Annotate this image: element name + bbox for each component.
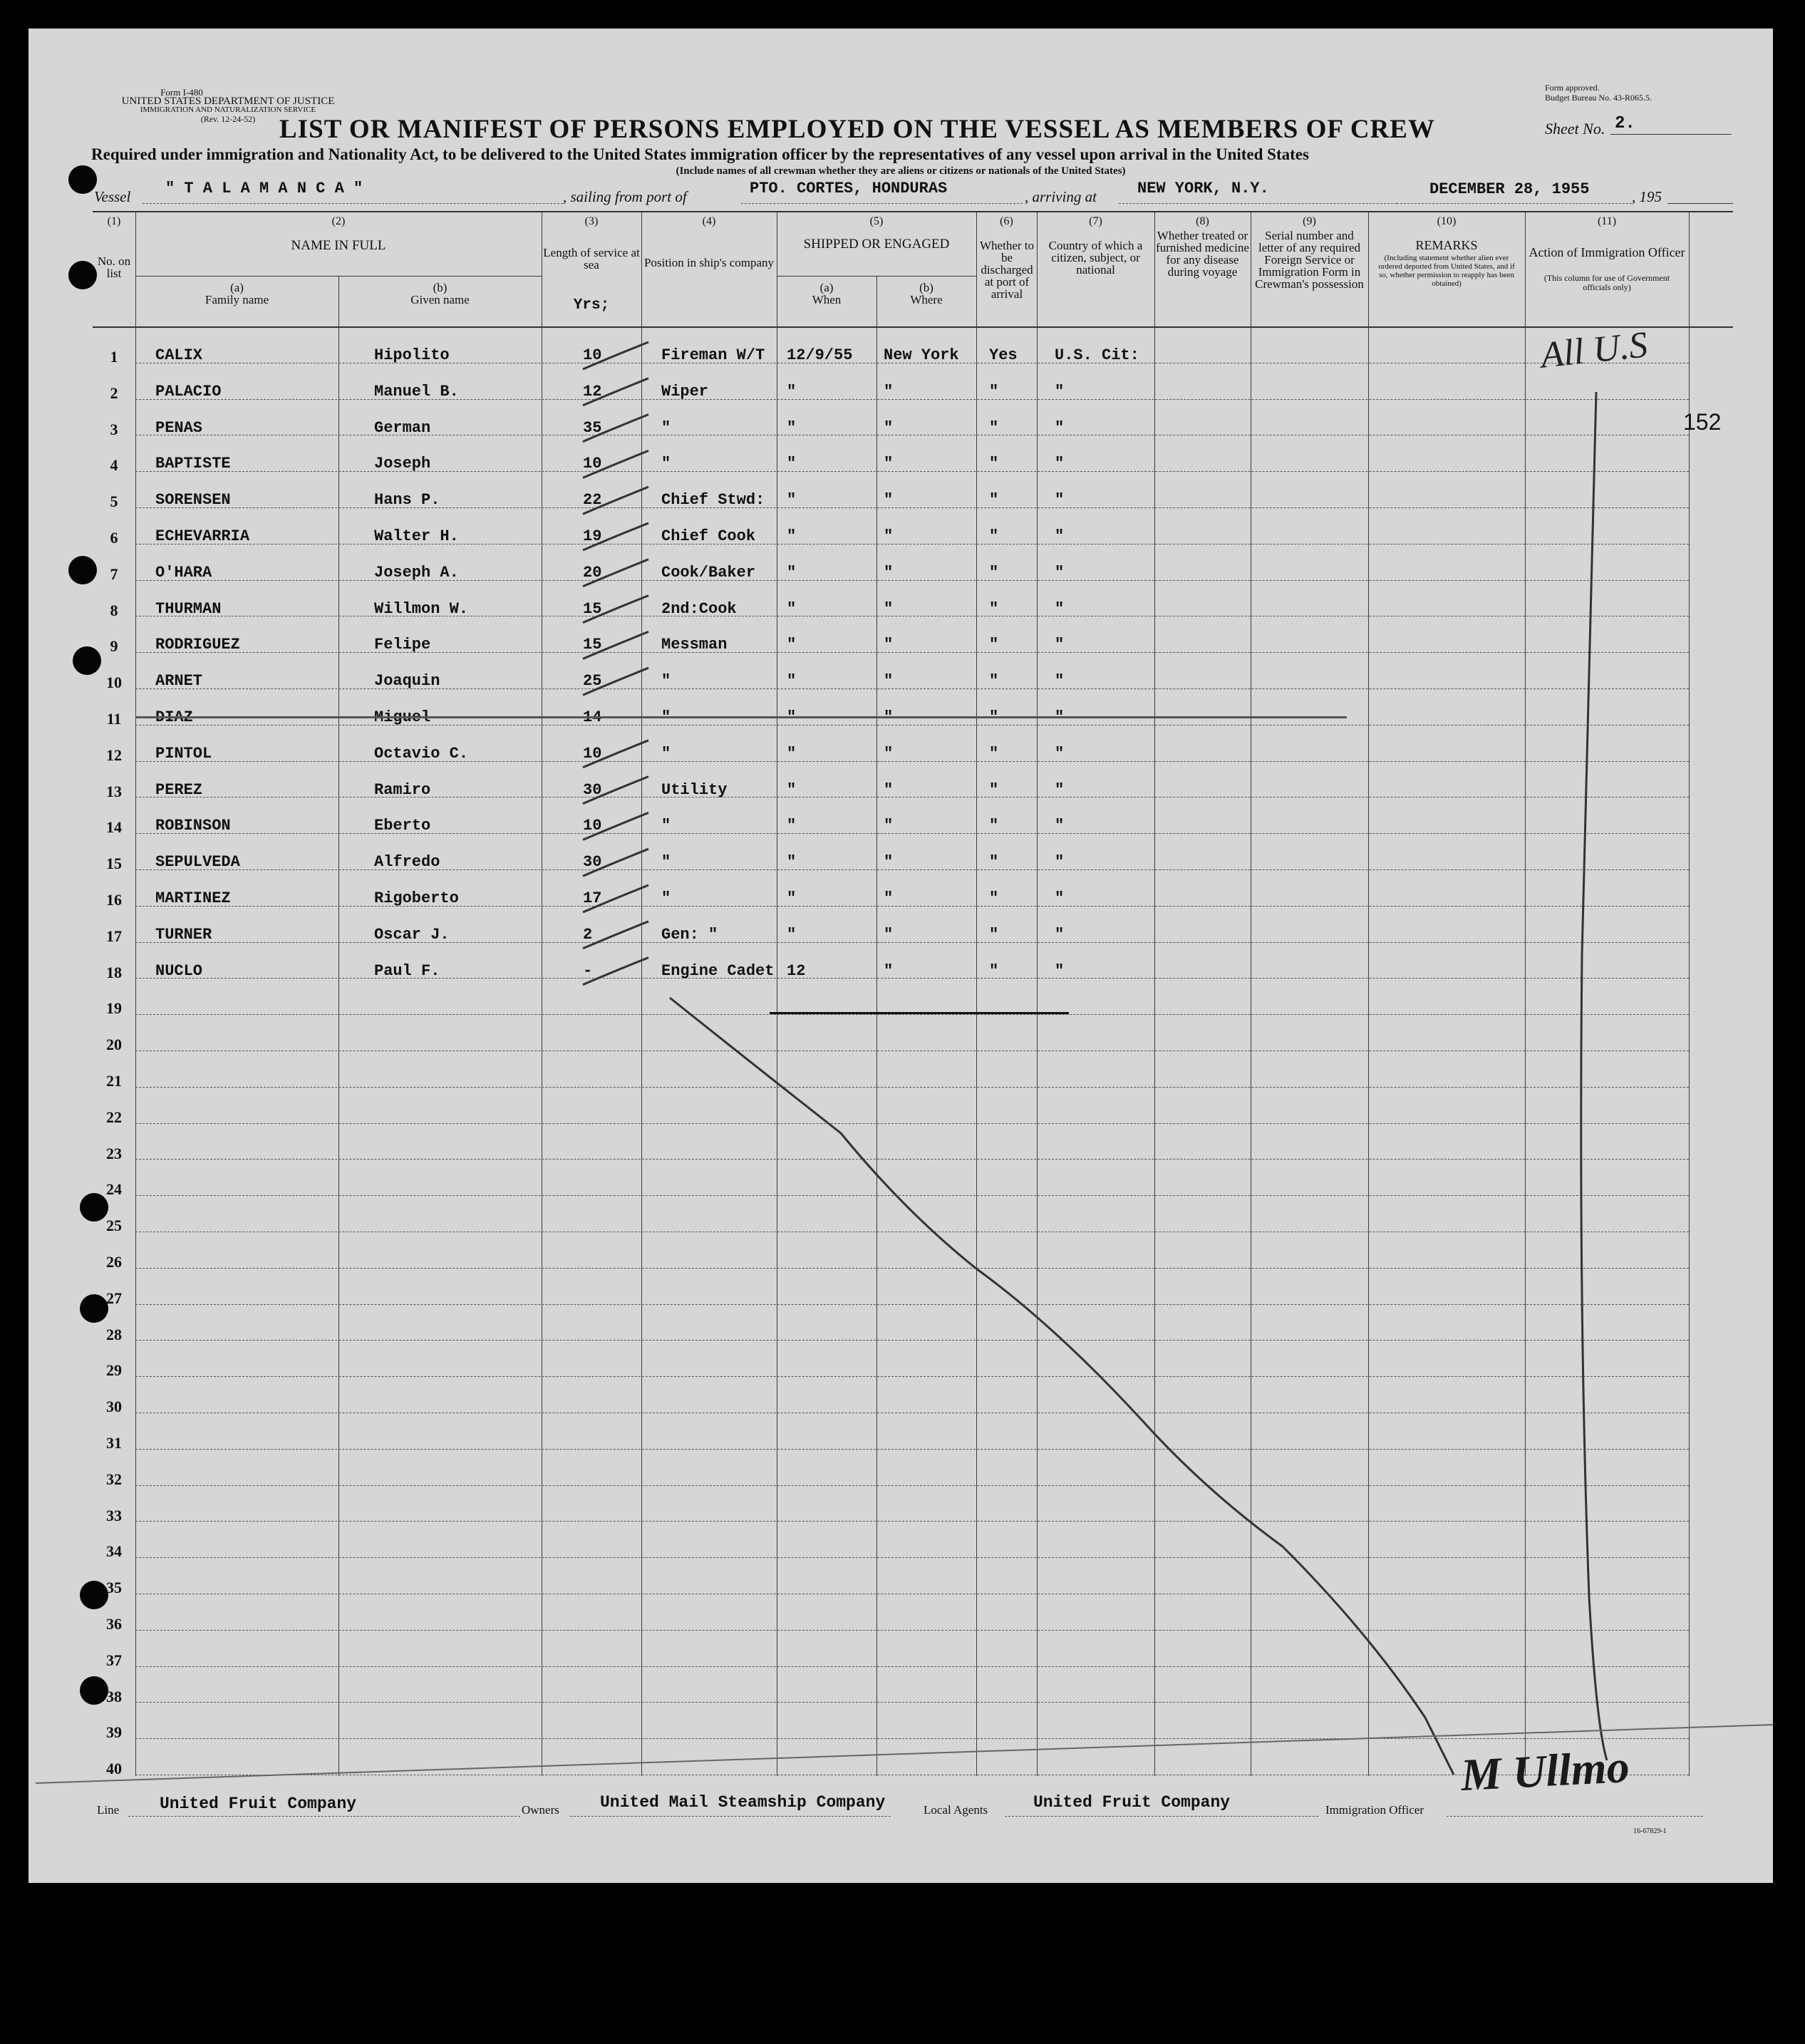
family-name: DIAZ [155, 708, 193, 726]
discharge: " [989, 564, 999, 582]
row-number: 20 [106, 1036, 122, 1053]
row-number: 36 [106, 1615, 122, 1633]
shipped-when: 12/9/55 [787, 346, 853, 364]
years-at-sea: 30 [583, 781, 602, 799]
discharge: " [989, 527, 999, 545]
col-num: (b) [433, 281, 448, 294]
row-number: 21 [106, 1072, 122, 1090]
given-name: Ramiro [374, 781, 431, 799]
family-name: ECHEVARRIA [155, 527, 250, 545]
row-number: 19 [106, 999, 122, 1017]
check-mark [583, 631, 648, 659]
country: " [1055, 962, 1065, 980]
shipped-where: " [884, 708, 894, 726]
family-name: SORENSEN [155, 491, 231, 509]
position: " [661, 419, 671, 437]
shipped-when: " [787, 527, 797, 545]
row-number: 29 [106, 1361, 122, 1379]
shipped-when: " [787, 889, 797, 907]
arrival-date: DECEMBER 28, 1955 [1429, 180, 1590, 198]
agents-value: United Fruit Company [1033, 1793, 1231, 1812]
discharge: " [989, 455, 999, 473]
discharge: Yes [989, 346, 1018, 364]
check-mark [583, 668, 648, 695]
col-header-where: Where [910, 293, 943, 306]
department-name: UNITED STATES DEPARTMENT OF JUSTICE [121, 96, 335, 107]
shipped-where: " [884, 889, 894, 907]
row-number: 14 [106, 818, 122, 836]
shipped-where: " [884, 672, 894, 690]
discharge: " [989, 745, 999, 763]
service-name: IMMIGRATION AND NATURALIZATION SERVICE [140, 105, 316, 114]
shipped-where: " [884, 564, 894, 582]
years-at-sea: 20 [583, 564, 602, 582]
owners-label: Owners [522, 1803, 559, 1817]
row-number: 25 [106, 1217, 122, 1234]
given-name: Joseph A. [374, 564, 459, 582]
handwritten-action: All U.S [1538, 324, 1650, 376]
row-number: 28 [106, 1326, 122, 1343]
given-name: Hans P. [374, 491, 440, 509]
col-header-name: NAME IN FULL [291, 238, 386, 253]
officer-signature: M Ullmo [1459, 1740, 1631, 1801]
col-header-given: Given name [410, 293, 470, 306]
position: Fireman W/T [661, 346, 765, 364]
shipped-where: " [884, 636, 894, 654]
diagonal-pencil-line [670, 998, 1454, 1775]
check-mark [583, 450, 648, 478]
discharge: " [989, 636, 999, 654]
check-mark [583, 342, 648, 369]
shipped-where: " [884, 745, 894, 763]
check-mark [583, 487, 648, 514]
row-number: 30 [106, 1398, 122, 1415]
shipped-when: " [787, 853, 797, 871]
discharge: " [989, 853, 999, 871]
check-mark [583, 559, 648, 587]
shipped-when: " [787, 926, 797, 944]
country: " [1055, 383, 1065, 401]
family-name: MARTINEZ [155, 889, 231, 907]
country: " [1055, 781, 1065, 799]
col-header-remarks-note: (Including statement whether alien ever ordered deported from United States, and if so, whether permission to reapply has been obtained) [1378, 254, 1515, 288]
row-number: 3 [110, 420, 118, 438]
row-number: 37 [106, 1651, 122, 1669]
row-number: 4 [110, 456, 118, 474]
col-num: (7) [1089, 215, 1102, 227]
given-name: Willmon W. [374, 600, 469, 618]
owners-value: United Mail Steamship Company [600, 1793, 886, 1812]
discharge: " [989, 491, 999, 509]
given-name: Hipolito [374, 346, 450, 364]
row-number: 34 [106, 1542, 122, 1560]
country: " [1055, 419, 1065, 437]
family-name: BAPTISTE [155, 455, 231, 473]
given-name: Eberto [374, 817, 431, 835]
years-at-sea: 19 [583, 527, 602, 545]
country: " [1055, 564, 1065, 582]
given-name: Paul F. [374, 962, 440, 980]
row-number: 9 [110, 637, 118, 655]
row-number: 5 [110, 492, 118, 510]
years-at-sea: 25 [583, 672, 602, 690]
years-at-sea: 17 [583, 889, 602, 907]
row-number: 23 [106, 1145, 122, 1162]
col-num: (8) [1196, 215, 1209, 227]
col-num: (10) [1437, 215, 1457, 227]
col-header-medicine: Whether treated or furnished medicine for any disease during voyage [1156, 229, 1249, 279]
crew-count: 152 [1683, 409, 1722, 435]
row-number: 18 [106, 964, 122, 981]
row-number: 26 [106, 1253, 122, 1271]
arriving-label: , arriving at [1025, 188, 1097, 205]
vessel-label: Vessel [94, 188, 131, 205]
col-header-remarks: REMARKS [1415, 238, 1478, 252]
position: Utility [661, 781, 728, 799]
shipped-when: " [787, 708, 797, 726]
family-name: CALIX [155, 346, 203, 364]
budget-bureau-text: Budget Bureau No. 43-R065.5. [1545, 93, 1652, 103]
position: " [661, 853, 671, 871]
position: Gen: " [661, 926, 718, 944]
officer-label: Immigration Officer [1325, 1803, 1424, 1817]
col-num: (a) [819, 281, 834, 294]
discharge: " [989, 926, 999, 944]
family-name: O'HARA [155, 564, 212, 582]
years-at-sea: 10 [583, 745, 602, 763]
family-name: ROBINSON [155, 817, 231, 835]
position: Chief Cook [661, 527, 756, 545]
country: " [1055, 491, 1065, 509]
row-number: 27 [106, 1289, 122, 1307]
family-name: RODRIGUEZ [155, 636, 240, 654]
country: " [1055, 636, 1065, 654]
country: " [1055, 708, 1065, 726]
row-number: 13 [106, 783, 122, 800]
position: 2nd:Cook [661, 600, 737, 618]
family-name: NUCLO [155, 962, 203, 980]
years-at-sea: 10 [583, 455, 602, 473]
check-mark [583, 885, 648, 912]
col-header-when: When [812, 293, 842, 306]
row-number: 15 [106, 855, 122, 872]
position: " [661, 672, 671, 690]
row-number: 33 [106, 1507, 122, 1524]
col-header-position: Position in ship's company [643, 256, 775, 269]
row-number: 17 [106, 927, 122, 945]
discharge: " [989, 672, 999, 690]
country: " [1055, 527, 1065, 545]
col-header-no: No. on list [97, 254, 131, 280]
row-number: 32 [106, 1470, 122, 1488]
family-name: SEPULVEDA [155, 853, 240, 871]
row-number: 1 [110, 348, 118, 366]
given-name: German [374, 419, 431, 437]
country: " [1055, 672, 1065, 690]
col-header-action: Action of Immigration Officer [1529, 245, 1685, 259]
position: Chief Stwd: [661, 491, 765, 509]
discharge: " [989, 889, 999, 907]
discharge: " [989, 419, 999, 437]
discharge: " [989, 817, 999, 835]
print-code: 16-67829-1 [1633, 1827, 1667, 1835]
position: Wiper [661, 383, 709, 401]
row-number: 39 [106, 1723, 122, 1741]
shipped-when: " [787, 491, 797, 509]
form-revision: (Rev. 12-24-52) [200, 114, 256, 124]
given-name: Rigoberto [374, 889, 459, 907]
shipped-where: " [884, 853, 894, 871]
shipped-when: 12 [787, 962, 806, 980]
col-num: (3) [584, 215, 599, 227]
shipped-where: " [884, 817, 894, 835]
col-header-service: Length of service at sea [543, 246, 640, 272]
country: " [1055, 600, 1065, 618]
given-name: Oscar J. [374, 926, 450, 944]
line-value: United Fruit Company [160, 1795, 357, 1813]
arrival-port: NEW YORK, N.Y. [1137, 180, 1269, 197]
form-title: LIST OR MANIFEST OF PERSONS EMPLOYED ON THE VESSEL AS MEMBERS OF CREW [279, 115, 1435, 144]
row-number: 7 [110, 565, 118, 583]
row-number: 24 [106, 1180, 122, 1198]
country: U.S. Cit: [1055, 346, 1139, 364]
given-name: Octavio C. [374, 745, 469, 763]
discharge: " [989, 962, 999, 980]
shipped-where: " [884, 781, 894, 799]
years-at-sea: 14 [583, 708, 602, 726]
col-num: (2) [331, 215, 346, 227]
shipped-where: " [884, 926, 894, 944]
col-num: (9) [1303, 215, 1316, 227]
discharge: " [989, 708, 999, 726]
years-at-sea: - [583, 962, 593, 980]
given-name: Joseph [374, 455, 431, 473]
form-subtitle: Required under immigration and Nationality Act, to be delivered to the United States immigration officer by the representatives of any vessel upon arrival in the United States [91, 145, 1309, 163]
col-num: (11) [1597, 215, 1617, 227]
country: " [1055, 745, 1065, 763]
col-header-service-unit: Yrs; [573, 297, 610, 314]
given-name: Manuel B. [374, 383, 459, 401]
check-mark [583, 415, 648, 442]
col-header-serial: Serial number and letter of any required Foreign Service or Immigration Form in Crewman's possession [1255, 229, 1364, 291]
col-num: (b) [919, 281, 933, 294]
years-at-sea: 15 [583, 636, 602, 654]
discharge: " [989, 383, 999, 401]
discharge: " [989, 600, 999, 618]
family-name: PINTOL [155, 745, 212, 763]
family-name: THURMAN [155, 600, 222, 618]
position: " [661, 455, 671, 473]
col-num: (5) [869, 215, 884, 227]
sailing-label: , sailing from port of [563, 188, 687, 205]
country: " [1055, 817, 1065, 835]
position: Cook/Baker [661, 564, 756, 582]
col-header-shipped: SHIPPED OR ENGAGED [803, 237, 950, 252]
years-at-sea: 12 [583, 383, 602, 401]
shipped-where: " [884, 455, 894, 473]
shipped-when: " [787, 600, 797, 618]
family-name: TURNER [155, 926, 212, 944]
check-mark [583, 523, 648, 550]
years-at-sea: 10 [583, 346, 602, 364]
row-number: 38 [106, 1688, 122, 1705]
col-num: (1) [107, 215, 121, 227]
position: " [661, 708, 671, 726]
manifest-sheet [29, 29, 1773, 1883]
col-num: (4) [702, 215, 716, 227]
sheet-number: 2. [1615, 114, 1635, 133]
line-label: Line [97, 1803, 120, 1817]
row-number: 16 [106, 891, 122, 909]
check-mark [583, 777, 648, 804]
col-header-action-note: (This column for use of Government officials only) [1543, 273, 1670, 292]
shipped-where: " [884, 962, 894, 980]
shipped-when: " [787, 672, 797, 690]
pencil-marks [29, 29, 1773, 1883]
years-at-sea: 22 [583, 491, 602, 509]
position: " [661, 889, 671, 907]
shipped-when: " [787, 636, 797, 654]
col-header-family: Family name [205, 293, 269, 306]
vertical-pencil-line [1581, 392, 1607, 1760]
shipped-when: " [787, 781, 797, 799]
given-name: Miguel [374, 708, 431, 726]
row-number: 11 [106, 710, 122, 728]
agents-label: Local Agents [924, 1803, 988, 1817]
row-number: 35 [106, 1579, 122, 1596]
col-header-discharge: Whether to be discharged at port of arrival [980, 239, 1034, 301]
sheet-label: Sheet No. [1545, 120, 1605, 138]
discharge: " [989, 781, 999, 799]
shipped-where: " [884, 383, 894, 401]
shipped-when: " [787, 564, 797, 582]
shipped-when: " [787, 383, 797, 401]
years-at-sea: 30 [583, 853, 602, 871]
shipped-when: " [787, 745, 797, 763]
year-suffix: , 195 [1632, 188, 1662, 205]
form-note: (Include names of all crewman whether they are aliens or citizens or nationals of the United States) [676, 165, 1126, 177]
shipped-where: New York [884, 346, 959, 364]
check-mark [583, 812, 648, 840]
given-name: Alfredo [374, 853, 440, 871]
shipped-when: " [787, 419, 797, 437]
family-name: ARNET [155, 672, 203, 690]
shipped-where: " [884, 419, 894, 437]
years-at-sea: 10 [583, 817, 602, 835]
row-number: 2 [110, 384, 118, 402]
col-num: (6) [1000, 215, 1013, 227]
country: " [1055, 889, 1065, 907]
position: Engine Cadet [661, 962, 775, 980]
row-number: 40 [106, 1760, 122, 1777]
position: " [661, 745, 671, 763]
shipped-where: " [884, 527, 894, 545]
family-name: PENAS [155, 419, 203, 437]
position: Messman [661, 636, 728, 654]
years-at-sea: 15 [583, 600, 602, 618]
approval-text: Form approved. [1545, 83, 1600, 93]
shipped-when: " [787, 455, 797, 473]
vessel-name: " T A L A M A N C A " [165, 180, 363, 197]
years-at-sea: 2 [583, 926, 593, 944]
check-mark [583, 596, 648, 623]
row-number: 31 [106, 1434, 122, 1452]
departure-port: PTO. CORTES, HONDURAS [750, 180, 948, 197]
form-number: Form I-480 [160, 87, 203, 98]
shipped-where: " [884, 491, 894, 509]
row-number: 12 [106, 746, 122, 764]
check-mark [583, 849, 648, 876]
col-header-country: Country of which a citizen, subject, or national [1048, 239, 1143, 277]
given-name: Walter H. [374, 527, 459, 545]
row-number: 22 [106, 1108, 122, 1126]
position: " [661, 817, 671, 835]
family-name: PALACIO [155, 383, 222, 401]
years-at-sea: 35 [583, 419, 602, 437]
shipped-when: " [787, 817, 797, 835]
row-number: 8 [110, 602, 118, 619]
check-mark [583, 958, 648, 985]
row-number: 10 [106, 673, 122, 691]
family-name: PEREZ [155, 781, 203, 799]
country: " [1055, 853, 1065, 871]
col-num: (a) [230, 281, 244, 294]
given-name: Felipe [374, 636, 431, 654]
country: " [1055, 455, 1065, 473]
check-mark [583, 378, 648, 406]
shipped-where: " [884, 600, 894, 618]
given-name: Joaquin [374, 672, 440, 690]
check-mark [583, 740, 648, 768]
check-mark [583, 922, 648, 949]
country: " [1055, 926, 1065, 944]
row-number: 6 [110, 529, 118, 547]
